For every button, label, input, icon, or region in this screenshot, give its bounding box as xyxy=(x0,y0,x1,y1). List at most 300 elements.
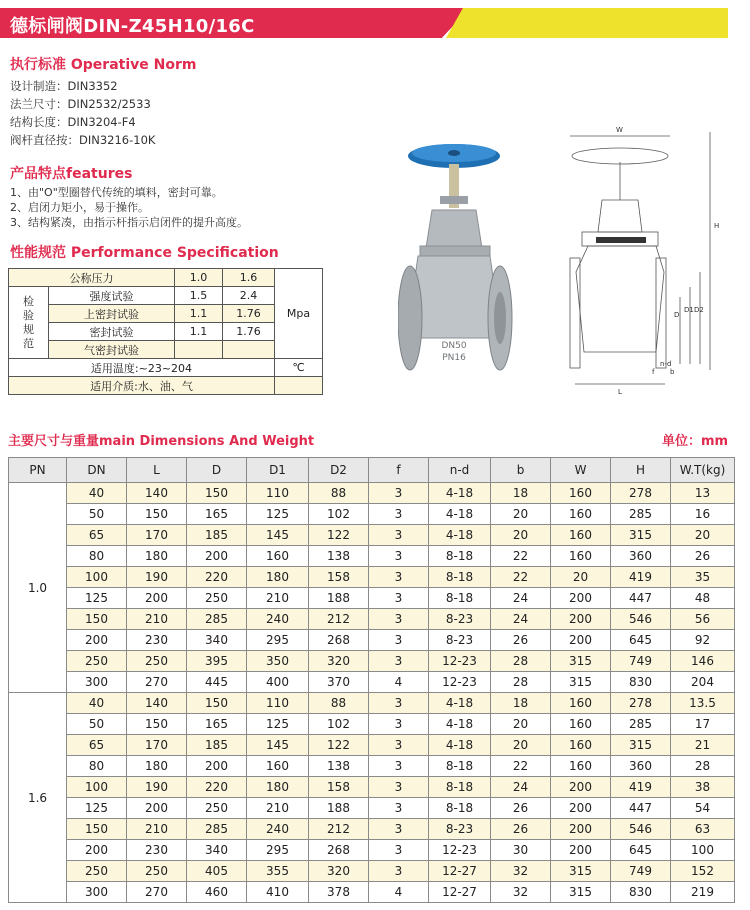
col-header: DN xyxy=(67,458,127,483)
table-cell: 28 xyxy=(491,651,551,672)
table-cell: 395 xyxy=(187,651,247,672)
table-cell: 170 xyxy=(127,525,187,546)
table-cell: 185 xyxy=(187,735,247,756)
table-row xyxy=(9,651,735,672)
table-cell: 160 xyxy=(551,735,611,756)
table-cell: 268 xyxy=(309,840,369,861)
table-cell: 315 xyxy=(551,882,611,903)
header-banner xyxy=(0,8,728,38)
table-cell: 315 xyxy=(551,672,611,693)
norm-line: 法兰尺寸：DIN2532/2533 xyxy=(10,97,151,111)
table-cell: 20 xyxy=(491,504,551,525)
table-cell: 100 xyxy=(671,840,735,861)
table-cell: 3 xyxy=(369,714,429,735)
table-cell: 340 xyxy=(187,630,247,651)
table-cell: 278 xyxy=(611,483,671,504)
table-cell: 210 xyxy=(127,609,187,630)
table-cell: 138 xyxy=(309,756,369,777)
table-row xyxy=(9,756,735,777)
table-cell: 12-27 xyxy=(429,861,491,882)
table-cell: 152 xyxy=(671,861,735,882)
table-cell: 20 xyxy=(551,567,611,588)
table-cell: 378 xyxy=(309,882,369,903)
seal-label: 密封试验 xyxy=(49,323,175,341)
col-header: b xyxy=(491,458,551,483)
media-label: 适用介质:水、油、气 xyxy=(9,377,275,395)
table-cell: 102 xyxy=(309,504,369,525)
table-cell: 8-18 xyxy=(429,567,491,588)
nominal-label: 公称压力 xyxy=(9,269,175,287)
table-cell: 447 xyxy=(611,588,671,609)
table-cell: 65 xyxy=(67,735,127,756)
table-cell: 250 xyxy=(187,798,247,819)
valve-photo xyxy=(398,138,518,388)
valve-cast-text: PN16 xyxy=(442,353,466,363)
table-cell: 200 xyxy=(551,840,611,861)
table-cell: 250 xyxy=(67,651,127,672)
table-cell: 3 xyxy=(369,819,429,840)
table-cell: 150 xyxy=(187,693,247,714)
table-cell: 220 xyxy=(187,567,247,588)
table-cell: 285 xyxy=(187,819,247,840)
table-cell: 12-27 xyxy=(429,882,491,903)
feature-line: 2、启闭力矩小，易于操作。 xyxy=(10,201,149,214)
table-cell: 278 xyxy=(611,693,671,714)
table-cell: 180 xyxy=(127,756,187,777)
table-cell: 295 xyxy=(247,630,309,651)
table-cell: 3 xyxy=(369,651,429,672)
table-cell: 13 xyxy=(671,483,735,504)
label-nd: n-d xyxy=(660,360,672,368)
table-cell: 17 xyxy=(671,714,735,735)
table-row xyxy=(9,735,735,756)
table-cell: 150 xyxy=(127,504,187,525)
table-cell: 20 xyxy=(671,525,735,546)
table-cell: 320 xyxy=(309,861,369,882)
table-cell: 240 xyxy=(247,609,309,630)
table-cell: 24 xyxy=(491,588,551,609)
side-label: 检 xyxy=(23,294,34,308)
table-row xyxy=(9,819,735,840)
table-cell: 122 xyxy=(309,735,369,756)
table-cell: 110 xyxy=(247,693,309,714)
table-cell: 92 xyxy=(671,630,735,651)
table-cell: 190 xyxy=(127,777,187,798)
table-cell: 405 xyxy=(187,861,247,882)
table-cell: 270 xyxy=(127,672,187,693)
table-cell: 26 xyxy=(491,798,551,819)
banner-yellow-band xyxy=(446,8,728,38)
table-cell: 32 xyxy=(491,882,551,903)
table-cell: 300 xyxy=(67,882,127,903)
table-cell: 210 xyxy=(247,798,309,819)
table-cell: 3 xyxy=(369,609,429,630)
table-cell: 340 xyxy=(187,840,247,861)
norm-line: 阀杆直径按：DIN3216-10K xyxy=(10,133,156,147)
table-cell: 645 xyxy=(611,840,671,861)
table-cell: 360 xyxy=(611,756,671,777)
table-cell: 410 xyxy=(247,882,309,903)
label-l: L xyxy=(618,388,622,396)
table-row xyxy=(9,567,735,588)
table-cell: 8-23 xyxy=(429,609,491,630)
table-cell: 315 xyxy=(611,525,671,546)
table-row xyxy=(9,798,735,819)
table-cell: 125 xyxy=(67,588,127,609)
table-cell: 30 xyxy=(491,840,551,861)
table-cell: 250 xyxy=(187,588,247,609)
table-cell: 300 xyxy=(67,672,127,693)
side-label: 规 xyxy=(23,322,34,336)
table-cell: 270 xyxy=(127,882,187,903)
table-cell: 3 xyxy=(369,735,429,756)
table-cell: 445 xyxy=(187,672,247,693)
table-cell: 3 xyxy=(369,525,429,546)
gas-seal-label: 气密封试验 xyxy=(49,341,175,359)
table-cell: 200 xyxy=(551,588,611,609)
table-row xyxy=(9,609,735,630)
table-cell: 160 xyxy=(551,546,611,567)
pn-cell: 1.0 xyxy=(9,483,67,693)
table-cell: 16 xyxy=(671,504,735,525)
table-cell: 38 xyxy=(671,777,735,798)
col-header: n-d xyxy=(429,458,491,483)
nominal-2: 1.6 xyxy=(223,269,275,287)
col-header: f xyxy=(369,458,429,483)
table-cell: 158 xyxy=(309,567,369,588)
table-cell: 185 xyxy=(187,525,247,546)
table-cell: 3 xyxy=(369,861,429,882)
technical-drawing xyxy=(560,122,740,402)
table-cell: 285 xyxy=(611,714,671,735)
table-cell: 140 xyxy=(127,693,187,714)
table-cell: 285 xyxy=(611,504,671,525)
table-cell: 8-18 xyxy=(429,588,491,609)
table-cell: 140 xyxy=(127,483,187,504)
col-header: D xyxy=(187,458,247,483)
side-label: 验 xyxy=(23,308,34,322)
table-cell: 150 xyxy=(67,819,127,840)
table-cell: 200 xyxy=(551,630,611,651)
table-cell: 285 xyxy=(187,609,247,630)
table-cell: 4 xyxy=(369,882,429,903)
table-cell: 749 xyxy=(611,651,671,672)
table-cell: 18 xyxy=(491,693,551,714)
table-cell: 370 xyxy=(309,672,369,693)
table-row xyxy=(9,525,735,546)
table-cell: 180 xyxy=(127,546,187,567)
table-row xyxy=(9,693,735,714)
table-row xyxy=(9,483,735,504)
norm-line: 设计制造：DIN3352 xyxy=(10,79,118,93)
performance-table xyxy=(8,268,323,395)
valve-body xyxy=(412,256,496,338)
table-cell: 220 xyxy=(187,777,247,798)
table-cell: 230 xyxy=(127,630,187,651)
table-cell: 3 xyxy=(369,630,429,651)
table-cell: 188 xyxy=(309,798,369,819)
table-cell: 24 xyxy=(491,777,551,798)
table-cell: 26 xyxy=(491,819,551,840)
table-cell: 138 xyxy=(309,546,369,567)
table-cell: 295 xyxy=(247,840,309,861)
table-cell: 56 xyxy=(671,609,735,630)
table-cell: 40 xyxy=(67,693,127,714)
table-cell: 28 xyxy=(491,672,551,693)
table-cell: 180 xyxy=(247,777,309,798)
table-cell: 3 xyxy=(369,567,429,588)
table-cell: 63 xyxy=(671,819,735,840)
table-cell: 160 xyxy=(551,693,611,714)
col-header: D1 xyxy=(247,458,309,483)
perf-unit: Mpa xyxy=(275,269,323,359)
dimensions-header-row xyxy=(9,458,735,483)
table-cell: 50 xyxy=(67,714,127,735)
table-cell: 146 xyxy=(671,651,735,672)
table-cell: 170 xyxy=(127,735,187,756)
feature-line: 3、结构紧凑，由指示杆指示启闭件的提升高度。 xyxy=(10,216,248,229)
table-cell: 200 xyxy=(551,798,611,819)
table-cell: 200 xyxy=(187,546,247,567)
table-cell: 546 xyxy=(611,819,671,840)
table-cell: 35 xyxy=(671,567,735,588)
table-cell: 3 xyxy=(369,504,429,525)
label-d1: D1 xyxy=(684,306,694,314)
table-row xyxy=(9,546,735,567)
table-cell: 80 xyxy=(67,756,127,777)
table-cell: 219 xyxy=(671,882,735,903)
table-cell: 20 xyxy=(491,735,551,756)
table-cell: 320 xyxy=(309,651,369,672)
label-h: H xyxy=(714,222,720,230)
table-cell: 212 xyxy=(309,609,369,630)
table-cell: 13.5 xyxy=(671,693,735,714)
table-cell: 24 xyxy=(491,609,551,630)
table-cell: 3 xyxy=(369,798,429,819)
table-cell: 400 xyxy=(247,672,309,693)
table-cell: 88 xyxy=(309,483,369,504)
col-header: W.T(kg) xyxy=(671,458,735,483)
col-header: W xyxy=(551,458,611,483)
table-cell: 419 xyxy=(611,777,671,798)
table-cell: 3 xyxy=(369,756,429,777)
label-d2: D2 xyxy=(694,306,704,314)
table-cell: 200 xyxy=(127,798,187,819)
col-header: PN xyxy=(9,458,67,483)
table-cell: 150 xyxy=(187,483,247,504)
strength-1: 1.5 xyxy=(175,287,223,305)
table-cell: 8-18 xyxy=(429,777,491,798)
table-cell: 355 xyxy=(247,861,309,882)
label-w: W xyxy=(616,126,623,134)
label-b: b xyxy=(670,368,675,376)
temp-unit: ℃ xyxy=(275,359,323,377)
table-cell: 200 xyxy=(551,609,611,630)
table-cell: 460 xyxy=(187,882,247,903)
dimensions-table xyxy=(8,457,735,903)
table-cell: 12-23 xyxy=(429,651,491,672)
table-cell: 122 xyxy=(309,525,369,546)
table-cell: 200 xyxy=(551,777,611,798)
table-cell: 160 xyxy=(247,546,309,567)
table-cell: 645 xyxy=(611,630,671,651)
table-cell: 80 xyxy=(67,546,127,567)
col-header: L xyxy=(127,458,187,483)
table-row xyxy=(9,861,735,882)
table-cell: 204 xyxy=(671,672,735,693)
table-cell: 54 xyxy=(671,798,735,819)
table-cell: 125 xyxy=(67,798,127,819)
table-cell: 160 xyxy=(551,525,611,546)
table-cell: 165 xyxy=(187,714,247,735)
table-cell: 3 xyxy=(369,483,429,504)
table-cell: 100 xyxy=(67,777,127,798)
table-cell: 190 xyxy=(127,567,187,588)
performance-title: 性能规范 Performance Specification xyxy=(10,245,279,261)
table-cell: 8-18 xyxy=(429,756,491,777)
table-row xyxy=(9,777,735,798)
norm-line: 结构长度：DIN3204-F4 xyxy=(10,115,136,129)
table-cell: 212 xyxy=(309,819,369,840)
table-cell: 65 xyxy=(67,525,127,546)
table-cell: 110 xyxy=(247,483,309,504)
table-cell: 4-18 xyxy=(429,714,491,735)
table-cell: 20 xyxy=(491,714,551,735)
table-cell: 160 xyxy=(247,756,309,777)
table-cell: 22 xyxy=(491,756,551,777)
feature-line: 1、由"O"型圈替代传统的填料，密封可靠。 xyxy=(10,186,223,199)
nominal-1: 1.0 xyxy=(175,269,223,287)
strength-2: 2.4 xyxy=(223,287,275,305)
table-cell: 210 xyxy=(127,819,187,840)
table-cell: 32 xyxy=(491,861,551,882)
dimensions-title: 主要尺寸与重量main Dimensions And Weight xyxy=(8,434,315,449)
table-row xyxy=(9,840,735,861)
table-cell: 830 xyxy=(611,882,671,903)
upper-seal-1: 1.1 xyxy=(175,305,223,323)
table-cell: 125 xyxy=(247,504,309,525)
valve-cast-text: DN50 xyxy=(441,341,467,351)
seal-1: 1.1 xyxy=(175,323,223,341)
table-cell: 546 xyxy=(611,609,671,630)
table-cell: 26 xyxy=(491,630,551,651)
table-cell: 18 xyxy=(491,483,551,504)
table-cell: 21 xyxy=(671,735,735,756)
table-cell: 188 xyxy=(309,588,369,609)
temp-label: 适用温度:~23~204 xyxy=(9,359,275,377)
unit-label: 单位：mm xyxy=(662,434,729,449)
table-cell: 40 xyxy=(67,483,127,504)
table-cell: 145 xyxy=(247,525,309,546)
table-cell: 315 xyxy=(551,861,611,882)
table-cell: 145 xyxy=(247,735,309,756)
table-cell: 26 xyxy=(671,546,735,567)
table-cell: 8-23 xyxy=(429,630,491,651)
table-cell: 150 xyxy=(127,714,187,735)
label-d: D xyxy=(674,311,680,319)
table-cell: 200 xyxy=(187,756,247,777)
table-cell: 48 xyxy=(671,588,735,609)
table-cell: 158 xyxy=(309,777,369,798)
table-cell: 4-18 xyxy=(429,483,491,504)
table-row xyxy=(9,882,735,903)
table-cell: 3 xyxy=(369,588,429,609)
norm-title: 执行标准 Operative Norm xyxy=(10,57,197,73)
table-cell: 749 xyxy=(611,861,671,882)
table-cell: 240 xyxy=(247,819,309,840)
table-cell: 830 xyxy=(611,672,671,693)
table-cell: 165 xyxy=(187,504,247,525)
side-label: 范 xyxy=(23,336,34,350)
table-cell: 22 xyxy=(491,567,551,588)
table-cell: 315 xyxy=(611,735,671,756)
table-cell: 3 xyxy=(369,546,429,567)
strength-label: 强度试验 xyxy=(49,287,175,305)
upper-seal-2: 1.76 xyxy=(223,305,275,323)
table-cell: 250 xyxy=(67,861,127,882)
table-cell: 200 xyxy=(551,819,611,840)
table-cell: 200 xyxy=(67,630,127,651)
table-cell: 8-18 xyxy=(429,798,491,819)
table-cell: 102 xyxy=(309,714,369,735)
table-cell: 100 xyxy=(67,567,127,588)
table-cell: 200 xyxy=(127,588,187,609)
seal-2: 1.76 xyxy=(223,323,275,341)
valve-bonnet xyxy=(426,210,482,248)
table-cell: 150 xyxy=(67,609,127,630)
table-row xyxy=(9,630,735,651)
table-cell: 88 xyxy=(309,693,369,714)
flange-left xyxy=(398,266,422,370)
table-cell: 250 xyxy=(127,651,187,672)
table-cell: 4-18 xyxy=(429,504,491,525)
label-f: f xyxy=(652,368,655,376)
table-cell: 160 xyxy=(551,504,611,525)
table-row xyxy=(9,588,735,609)
table-cell: 230 xyxy=(127,840,187,861)
table-cell: 200 xyxy=(67,840,127,861)
table-cell: 125 xyxy=(247,714,309,735)
table-cell: 447 xyxy=(611,798,671,819)
table-cell: 3 xyxy=(369,693,429,714)
table-cell: 20 xyxy=(491,525,551,546)
table-cell: 160 xyxy=(551,714,611,735)
table-cell: 28 xyxy=(671,756,735,777)
table-cell: 315 xyxy=(551,651,611,672)
table-row xyxy=(9,672,735,693)
table-cell: 250 xyxy=(127,861,187,882)
pn-cell: 1.6 xyxy=(9,693,67,903)
table-cell: 160 xyxy=(551,756,611,777)
table-cell: 22 xyxy=(491,546,551,567)
page-title: 德标闸阀DIN-Z45H10/16C xyxy=(10,16,255,37)
table-cell: 268 xyxy=(309,630,369,651)
table-cell: 4-18 xyxy=(429,525,491,546)
table-cell: 8-23 xyxy=(429,819,491,840)
col-header: H xyxy=(611,458,671,483)
table-cell: 180 xyxy=(247,567,309,588)
table-cell: 3 xyxy=(369,777,429,798)
features-title: 产品特点features xyxy=(10,166,133,182)
table-cell: 350 xyxy=(247,651,309,672)
table-cell: 8-18 xyxy=(429,546,491,567)
table-cell: 210 xyxy=(247,588,309,609)
table-cell: 160 xyxy=(551,483,611,504)
table-cell: 4 xyxy=(369,672,429,693)
table-row xyxy=(9,714,735,735)
table-cell: 12-23 xyxy=(429,840,491,861)
table-row xyxy=(9,504,735,525)
